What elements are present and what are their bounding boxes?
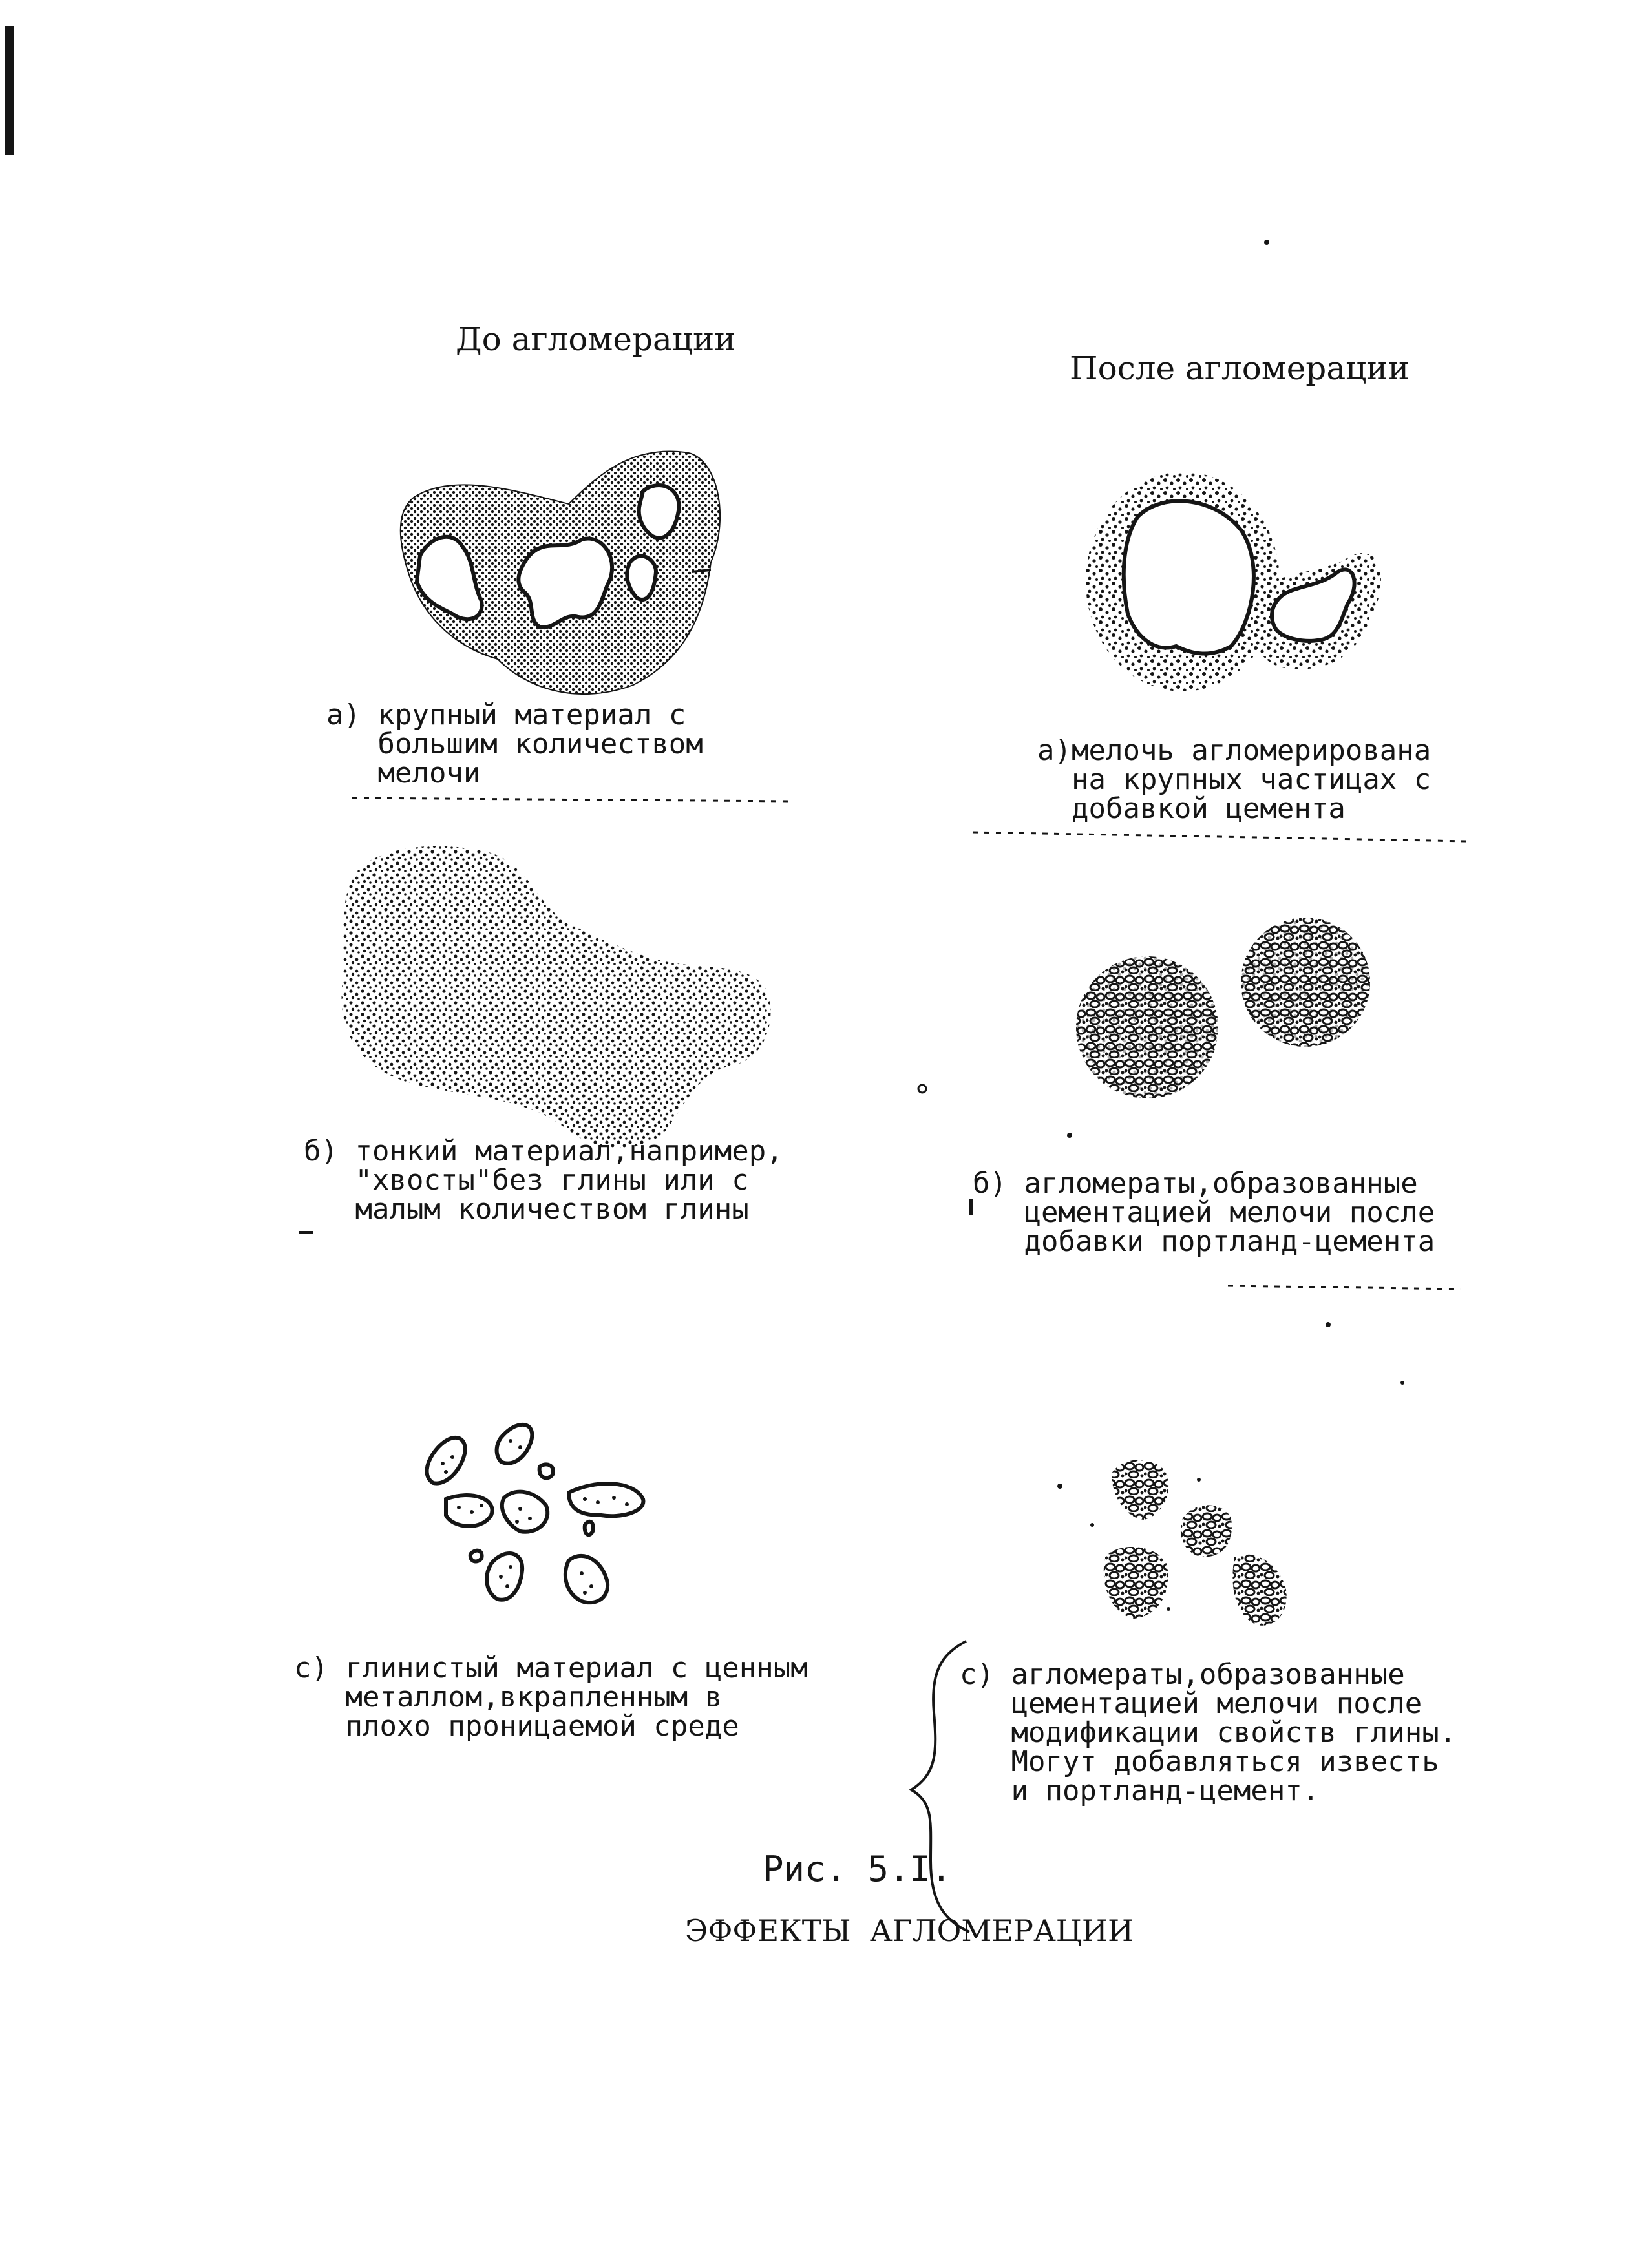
figure-c-before <box>427 1425 644 1602</box>
figure-a-before <box>401 451 720 694</box>
header-after: После агломерации <box>1070 350 1410 387</box>
caption-a-before: а) крупный материал с большим количеством мелочи <box>326 698 703 790</box>
caption-b-before: б) тонкий материал,например, "хвосты"без глины или с малым количеством глины <box>304 1135 783 1226</box>
caption-a-after: а)мелочь агломерирована на крупных частицах с добавкой цемента <box>1037 734 1431 825</box>
caption-b-after: б) агломераты,образованные цементацией мелочи после добавки портланд-цемента <box>973 1167 1435 1258</box>
figure-a-after <box>1086 472 1381 691</box>
figure-b-after <box>1076 918 1370 1098</box>
figure-b-before <box>342 846 771 1148</box>
figure-title: ЭФФЕКТЫ АГЛОМЕРАЦИИ <box>685 1913 1134 1948</box>
caption-c-before: с) глинистый материал с ценным металлом,вкрапленным в плохо проницаемой среде <box>294 1652 808 1743</box>
figure-number: Рис. 5.I. <box>763 1849 952 1889</box>
figure-c-after <box>1057 1460 1287 1625</box>
caption-c-after: с) агломераты,образованные цементацией мелочи после модификации свойств глины. Могут добавляться известь и портланд-цемент. <box>960 1658 1457 1807</box>
header-before: До агломерации <box>456 320 736 358</box>
